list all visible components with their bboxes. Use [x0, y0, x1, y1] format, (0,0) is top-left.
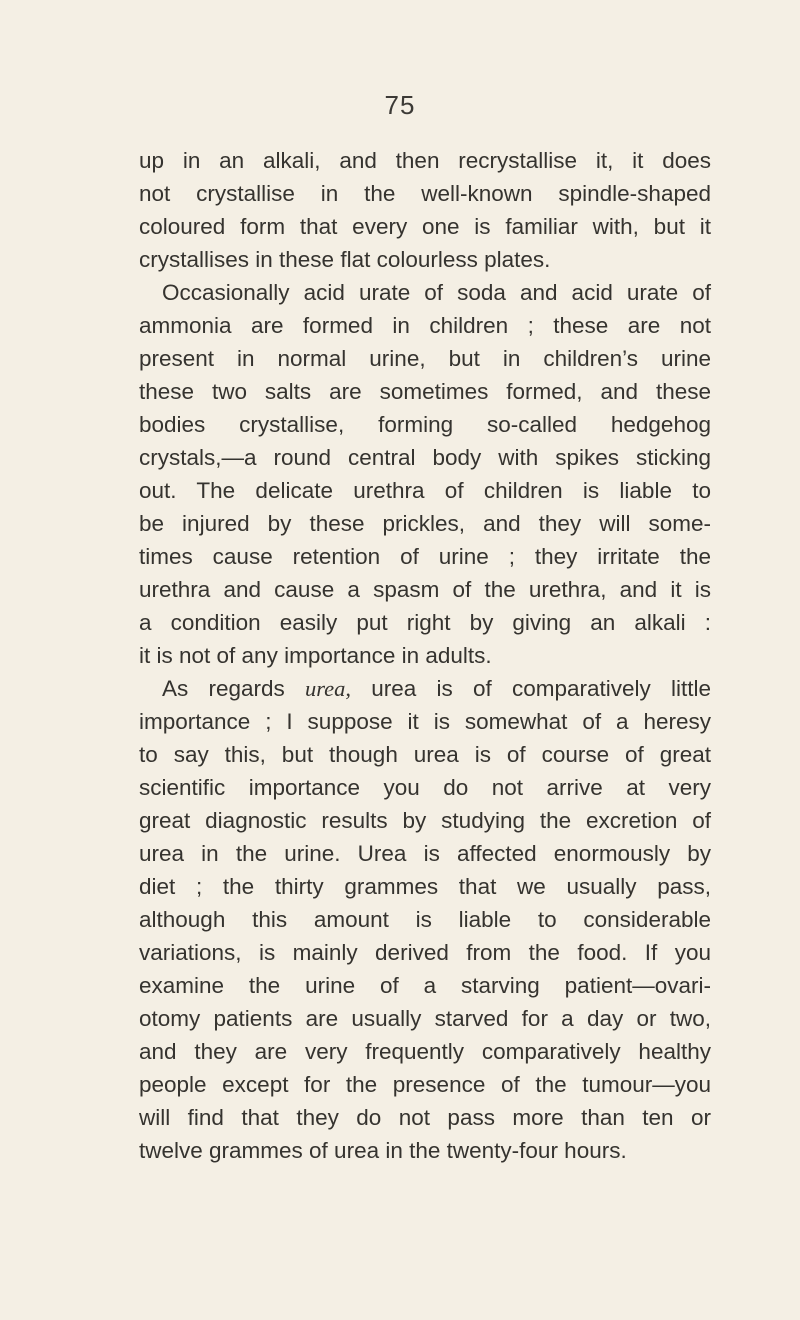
- text-line: will find that they do not pass more than ten or: [139, 1105, 711, 1130]
- italic-term: urea,: [304, 676, 352, 701]
- text-line: to say this, but though urea is of course of great: [139, 742, 711, 767]
- text-line: importance ; I suppose it is somewhat of a heresy: [139, 709, 711, 734]
- text-line: examine the urine of a starving patient—ovari-: [139, 973, 711, 998]
- text-line: times cause retention of urine ; they irritate the: [139, 544, 711, 569]
- text-line: out. The delicate urethra of children is liable to: [139, 478, 711, 503]
- text-line: be injured by these prickles, and they will some-: [139, 511, 711, 536]
- text-line: Occasionally acid urate of soda and acid urate of: [162, 280, 711, 305]
- text-line: people except for the presence of the tumour—you: [139, 1072, 711, 1097]
- text-line: these two salts are sometimes formed, and these: [139, 379, 711, 404]
- text-line: bodies crystallise, forming so-called hedgehog: [139, 412, 711, 437]
- text-line: up in an alkali, and then recrystallise it, it does: [139, 148, 711, 173]
- text-line: great diagnostic results by studying the excretion of: [139, 808, 711, 833]
- text-line: and they are very frequently comparatively healthy: [139, 1039, 711, 1064]
- text-line: coloured form that every one is familiar with, but it: [139, 214, 711, 239]
- text-line: not crystallise in the well-known spindle-shaped: [139, 181, 711, 206]
- text-line: present in normal urine, but in children’s urine: [139, 346, 711, 371]
- text-line: crystallises in these flat colourless plates.: [139, 247, 551, 272]
- text-line: otomy patients are usually starved for a day or two,: [139, 1006, 711, 1031]
- text-line: urethra and cause a spasm of the urethra, and it is: [139, 577, 711, 602]
- text-line: diet ; the thirty grammes that we usually pass,: [139, 874, 711, 899]
- text-line: scientific importance you do not arrive at very: [139, 775, 711, 800]
- text-line: although this amount is liable to considerable: [139, 907, 711, 932]
- body-text: [139, 144, 711, 1167]
- text-line: urea in the urine. Urea is affected enormously by: [139, 841, 711, 866]
- text-segment: urea is of comparatively little: [351, 676, 711, 701]
- text-line: it is not of any importance in adults.: [139, 643, 492, 668]
- text-line: ammonia are formed in children ; these are not: [139, 313, 711, 338]
- text-segment: As regards: [162, 676, 305, 701]
- text-line: variations, is mainly derived from the food. If you: [139, 940, 711, 965]
- text-line: crystals,—a round central body with spikes sticking: [139, 445, 711, 470]
- text-line: twelve grammes of urea in the twenty-four hours.: [139, 1138, 627, 1163]
- text-line: [139, 672, 711, 705]
- page-number: 75: [384, 90, 416, 120]
- text-line: a condition easily put right by giving an alkali :: [139, 610, 711, 635]
